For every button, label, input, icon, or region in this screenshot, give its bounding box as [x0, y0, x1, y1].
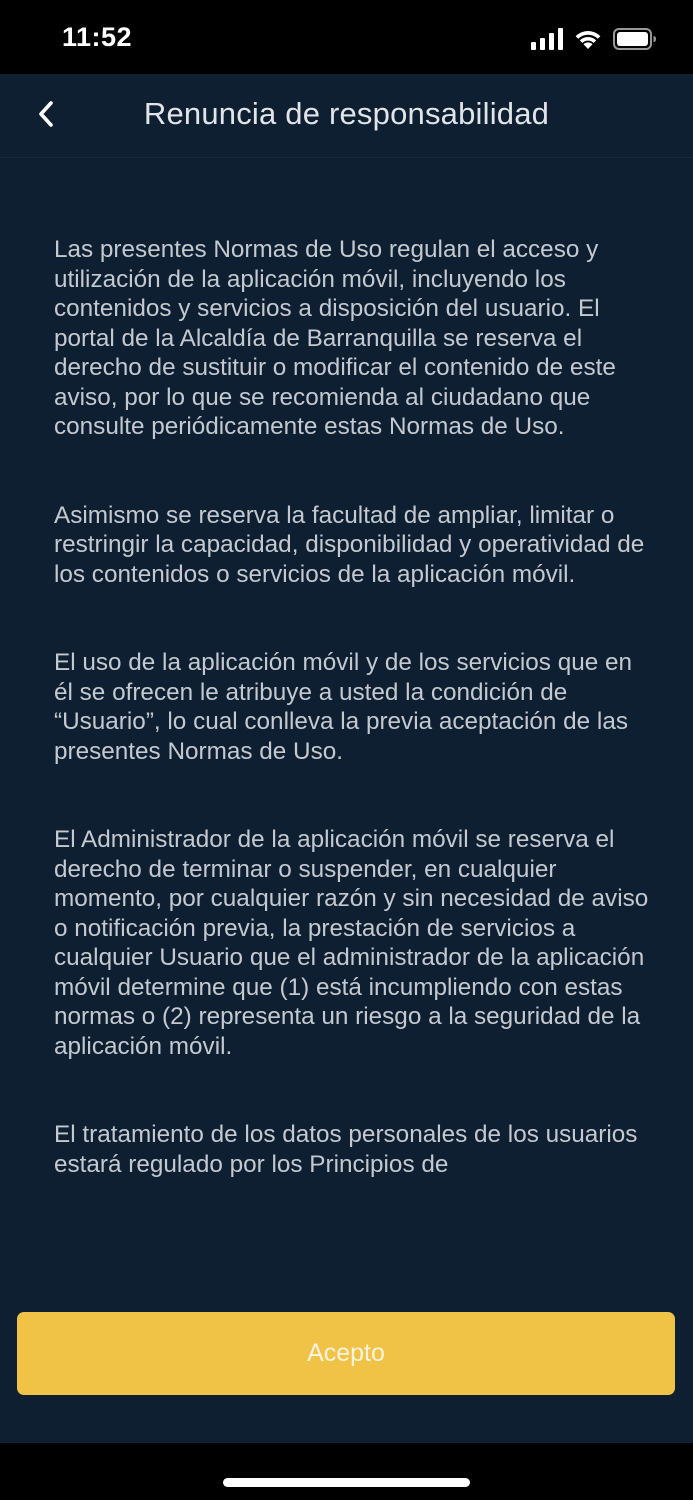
- battery-icon: [613, 28, 657, 50]
- content-area: [0, 158, 693, 1443]
- page-title: Renuncia de responsabilidad: [143, 96, 550, 131]
- status-icons: [531, 24, 657, 54]
- disclaimer-paragraph: El Administrador de la aplicación móvil se reserva el derecho de terminar o suspender, en cualquier momento, por cualquier razón y sin necesidad de aviso o notificación previa, la prestación de servicios a cualquier Usuario que el administrador de la aplicación móvil determine que (1) está incumpliendo con estas normas o (2) representa un riesgo a la seguridad de la aplicación móvil.: [54, 826, 649, 1060]
- status-bar: [0, 0, 693, 74]
- cellular-signal-icon: [531, 28, 563, 50]
- disclaimer-paragraph: El tratamiento de los datos personales de los usuarios estará regulado por los Principios de: [54, 1121, 638, 1178]
- disclaimer-paragraph: Las presentes Normas de Uso regulan el acceso y utilización de la aplicación móvil, incluyendo los contenidos y servicios a disposición del usuario. El portal de la Alcaldía de Barranquilla se reserva el derecho de sustituir o modificar el contenido de este aviso, por lo que se recomienda al ciudadano que consulte periódicamente estas Normas de Uso.: [54, 236, 616, 440]
- status-time: 11:52: [62, 22, 133, 52]
- accept-button[interactable]: Acepto: [17, 1312, 675, 1395]
- wifi-icon: [573, 28, 603, 50]
- home-indicator[interactable]: [223, 1478, 470, 1487]
- navigation-bar: [0, 74, 693, 158]
- disclaimer-paragraph: El uso de la aplicación móvil y de los servicios que en él se ofrecen le atribuye a usted la condición de “Usuario”, lo cual conlleva la previa aceptación de las presentes Normas de Uso.: [54, 649, 633, 765]
- disclaimer-text: [54, 235, 654, 1238]
- disclaimer-paragraph: Asimismo se reserva la facultad de ampliar, limitar o restringir la capacidad, disponibilidad y operatividad de los contenidos o servicios de la aplicación móvil.: [54, 501, 645, 588]
- disclaimer-scroll-area[interactable]: [0, 158, 693, 1244]
- home-indicator-area: [0, 1443, 693, 1500]
